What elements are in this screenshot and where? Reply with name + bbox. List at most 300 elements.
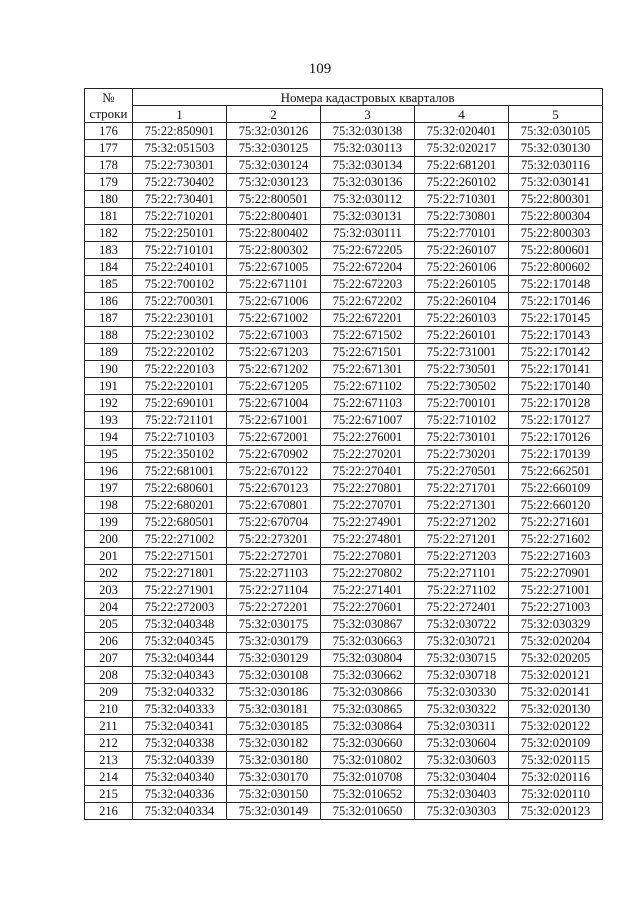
table-row: [85, 701, 603, 718]
cadastral-number-cell: 75:22:671502: [321, 327, 415, 344]
cadastral-number-cell: 75:22:271002: [133, 531, 227, 548]
table-row: [85, 497, 603, 514]
row-number-cell: 180: [85, 191, 133, 208]
cadastral-number-cell: 75:32:020115: [509, 752, 603, 769]
cadastral-number-cell: 75:22:730301: [133, 157, 227, 174]
cadastral-number-cell: 75:22:730402: [133, 174, 227, 191]
cadastral-number-cell: 75:22:710201: [133, 208, 227, 225]
column-number-header: 5: [509, 106, 603, 123]
cadastral-number-cell: 75:22:710101: [133, 242, 227, 259]
cadastral-number-cell: 75:22:730501: [415, 361, 509, 378]
column-number-header: 3: [321, 106, 415, 123]
cadastral-number-cell: 75:32:020217: [415, 140, 509, 157]
column-number-header: 2: [227, 106, 321, 123]
table-row: [85, 395, 603, 412]
cadastral-number-cell: 75:22:170141: [509, 361, 603, 378]
table-row: [85, 378, 603, 395]
cadastral-number-cell: 75:32:030804: [321, 650, 415, 667]
row-number-cell: 195: [85, 446, 133, 463]
cadastral-number-cell: 75:22:230102: [133, 327, 227, 344]
cadastral-number-cell: 75:22:271101: [415, 565, 509, 582]
row-number-cell: 208: [85, 667, 133, 684]
cadastral-number-cell: 75:22:220102: [133, 344, 227, 361]
table-row: [85, 208, 603, 225]
cadastral-number-cell: 75:32:051503: [133, 140, 227, 157]
cadastral-number-cell: 75:22:170140: [509, 378, 603, 395]
table-row: [85, 276, 603, 293]
cadastral-number-cell: 75:22:271501: [133, 548, 227, 565]
cadastral-number-cell: 75:32:020121: [509, 667, 603, 684]
row-number-cell: 192: [85, 395, 133, 412]
cadastral-number-cell: 75:32:030311: [415, 718, 509, 735]
cadastral-number-cell: 75:32:030865: [321, 701, 415, 718]
row-number-cell: 215: [85, 786, 133, 803]
cadastral-number-cell: 75:32:020401: [415, 123, 509, 140]
table-row: [85, 684, 603, 701]
cadastral-number-cell: 75:32:030126: [227, 123, 321, 140]
cadastral-number-cell: 75:22:271601: [509, 514, 603, 531]
cadastral-number-cell: 75:22:170143: [509, 327, 603, 344]
table-row: [85, 429, 603, 446]
cadastral-number-cell: 75:32:030718: [415, 667, 509, 684]
cadastral-number-cell: 75:22:660120: [509, 497, 603, 514]
cadastral-number-cell: 75:22:662501: [509, 463, 603, 480]
cadastral-number-cell: 75:32:030149: [227, 803, 321, 820]
table-row: [85, 344, 603, 361]
table-row: [85, 718, 603, 735]
cadastral-number-cell: 75:22:271901: [133, 582, 227, 599]
cadastral-number-cell: 75:22:721101: [133, 412, 227, 429]
table-row: [85, 293, 603, 310]
cadastral-number-cell: 75:32:030108: [227, 667, 321, 684]
cadastral-number-cell: 75:22:700101: [415, 395, 509, 412]
cadastral-number-cell: 75:32:020109: [509, 735, 603, 752]
cadastral-number-cell: 75:22:671004: [227, 395, 321, 412]
cadastral-number-cell: 75:22:240101: [133, 259, 227, 276]
cadastral-number-cell: 75:32:030138: [321, 123, 415, 140]
cadastral-number-cell: 75:32:030322: [415, 701, 509, 718]
cadastral-number-cell: 75:22:270802: [321, 565, 415, 582]
cadastral-number-cell: 75:22:671501: [321, 344, 415, 361]
cadastral-number-cell: 75:32:030722: [415, 616, 509, 633]
cadastral-number-cell: 75:22:800302: [227, 242, 321, 259]
cadastral-number-cell: 75:32:040339: [133, 752, 227, 769]
cadastral-number-cell: 75:22:271102: [415, 582, 509, 599]
row-number-cell: 191: [85, 378, 133, 395]
row-number-cell: 205: [85, 616, 133, 633]
cadastral-number-cell: 75:32:030181: [227, 701, 321, 718]
cadastral-number-cell: 75:32:020130: [509, 701, 603, 718]
row-number-cell: 206: [85, 633, 133, 650]
cadastral-number-cell: 75:32:040338: [133, 735, 227, 752]
cadastral-number-cell: 75:32:030131: [321, 208, 415, 225]
row-number-cell: 181: [85, 208, 133, 225]
table-row: [85, 752, 603, 769]
cadastral-number-cell: 75:32:040341: [133, 718, 227, 735]
cadastral-number-cell: 75:22:680501: [133, 514, 227, 531]
table-column-number-row: [85, 106, 603, 123]
row-number-cell: 186: [85, 293, 133, 310]
cadastral-quarters-table: [84, 88, 603, 820]
cadastral-number-cell: 75:22:672201: [321, 310, 415, 327]
cadastral-number-cell: 75:22:270801: [321, 548, 415, 565]
cadastral-number-cell: 75:22:672205: [321, 242, 415, 259]
row-number-cell: 185: [85, 276, 133, 293]
cadastral-number-cell: 75:32:030134: [321, 157, 415, 174]
cadastral-number-cell: 75:22:260104: [415, 293, 509, 310]
cadastral-number-cell: 75:32:020122: [509, 718, 603, 735]
cadastral-number-cell: 75:22:270601: [321, 599, 415, 616]
row-number-header-top: №: [85, 89, 133, 106]
row-number-cell: 204: [85, 599, 133, 616]
cadastral-number-cell: 75:22:672001: [227, 429, 321, 446]
row-number-cell: 201: [85, 548, 133, 565]
cadastral-number-cell: 75:32:030123: [227, 174, 321, 191]
cadastral-number-cell: 75:32:020205: [509, 650, 603, 667]
cadastral-number-cell: 75:32:030721: [415, 633, 509, 650]
row-number-cell: 189: [85, 344, 133, 361]
cadastral-number-cell: 75:32:030150: [227, 786, 321, 803]
cadastral-number-cell: 75:22:800501: [227, 191, 321, 208]
cadastral-number-cell: 75:22:271602: [509, 531, 603, 548]
table-row: [85, 157, 603, 174]
table-row: [85, 565, 603, 582]
cadastral-number-cell: 75:22:170146: [509, 293, 603, 310]
cadastral-number-cell: 75:32:030403: [415, 786, 509, 803]
cadastral-number-cell: 75:22:170145: [509, 310, 603, 327]
cadastral-number-cell: 75:32:030663: [321, 633, 415, 650]
cadastral-number-cell: 75:22:671005: [227, 259, 321, 276]
cadastral-number-cell: 75:22:671003: [227, 327, 321, 344]
table-row: [85, 480, 603, 497]
cadastral-number-cell: 75:22:170128: [509, 395, 603, 412]
cadastral-number-cell: 75:32:030111: [321, 225, 415, 242]
cadastral-number-cell: 75:22:271203: [415, 548, 509, 565]
row-number-cell: 210: [85, 701, 133, 718]
cadastral-number-cell: 75:22:170148: [509, 276, 603, 293]
table-row: [85, 242, 603, 259]
cadastral-number-cell: 75:22:730201: [415, 446, 509, 463]
cadastral-number-cell: 75:22:660109: [509, 480, 603, 497]
cadastral-number-cell: 75:22:170139: [509, 446, 603, 463]
column-number-header: 4: [415, 106, 509, 123]
cadastral-number-cell: 75:22:671006: [227, 293, 321, 310]
cadastral-number-cell: 75:32:030141: [509, 174, 603, 191]
table-row: [85, 140, 603, 157]
table-row: [85, 310, 603, 327]
cadastral-number-cell: 75:32:030179: [227, 633, 321, 650]
cadastral-number-cell: 75:32:030175: [227, 616, 321, 633]
cadastral-number-cell: 75:22:680201: [133, 497, 227, 514]
row-number-cell: 193: [85, 412, 133, 429]
table-row: [85, 786, 603, 803]
cadastral-number-cell: 75:32:030186: [227, 684, 321, 701]
cadastral-number-cell: 75:32:040332: [133, 684, 227, 701]
cadastral-number-cell: 75:22:800301: [509, 191, 603, 208]
cadastral-number-cell: 75:32:030660: [321, 735, 415, 752]
cadastral-number-cell: 75:22:274901: [321, 514, 415, 531]
cadastral-number-cell: 75:22:271201: [415, 531, 509, 548]
cadastral-number-cell: 75:22:274801: [321, 531, 415, 548]
cadastral-number-cell: 75:32:030329: [509, 616, 603, 633]
table-row: [85, 548, 603, 565]
table-row: [85, 531, 603, 548]
cadastral-number-cell: 75:22:273201: [227, 531, 321, 548]
cadastral-number-cell: 75:32:030303: [415, 803, 509, 820]
cadastral-number-cell: 75:22:271001: [509, 582, 603, 599]
table-row: [85, 514, 603, 531]
cadastral-number-cell: 75:22:170127: [509, 412, 603, 429]
row-number-cell: 200: [85, 531, 133, 548]
cadastral-number-cell: 75:22:250101: [133, 225, 227, 242]
table-row: [85, 191, 603, 208]
cadastral-number-cell: 75:32:030129: [227, 650, 321, 667]
row-number-cell: 177: [85, 140, 133, 157]
table-row: [85, 361, 603, 378]
cadastral-number-cell: 75:32:030136: [321, 174, 415, 191]
cadastral-number-cell: 75:22:260101: [415, 327, 509, 344]
cadastral-number-cell: 75:22:710301: [415, 191, 509, 208]
cadastral-number-cell: 75:22:272201: [227, 599, 321, 616]
row-number-cell: 176: [85, 123, 133, 140]
cadastral-number-cell: 75:32:020123: [509, 803, 603, 820]
row-number-cell: 199: [85, 514, 133, 531]
cadastral-number-cell: 75:22:730502: [415, 378, 509, 395]
cadastral-number-cell: 75:32:030125: [227, 140, 321, 157]
cadastral-number-cell: 75:32:040333: [133, 701, 227, 718]
cadastral-number-cell: 75:22:670704: [227, 514, 321, 531]
cadastral-number-cell: 75:22:710102: [415, 412, 509, 429]
cadastral-number-cell: 75:22:271103: [227, 565, 321, 582]
cadastral-number-cell: 75:22:800402: [227, 225, 321, 242]
cadastral-number-cell: 75:22:800602: [509, 259, 603, 276]
cadastral-number-cell: 75:22:230101: [133, 310, 227, 327]
cadastral-number-cell: 75:32:030113: [321, 140, 415, 157]
cadastral-number-cell: 75:32:040336: [133, 786, 227, 803]
cadastral-number-cell: 75:22:671101: [227, 276, 321, 293]
cadastral-number-cell: 75:22:272701: [227, 548, 321, 565]
table-row: [85, 803, 603, 820]
cadastral-number-cell: 75:32:030112: [321, 191, 415, 208]
cadastral-number-cell: 75:22:270801: [321, 480, 415, 497]
cadastral-number-cell: 75:22:671002: [227, 310, 321, 327]
cadastral-number-cell: 75:32:020116: [509, 769, 603, 786]
page-number: 109: [308, 61, 332, 77]
row-number-cell: 188: [85, 327, 133, 344]
row-number-cell: 209: [85, 684, 133, 701]
cadastral-number-cell: 75:22:276001: [321, 429, 415, 446]
cadastral-number-cell: 75:22:271003: [509, 599, 603, 616]
cadastral-number-cell: 75:32:030185: [227, 718, 321, 735]
cadastral-number-cell: 75:32:020110: [509, 786, 603, 803]
table-row: [85, 259, 603, 276]
table-row: [85, 463, 603, 480]
cadastral-number-cell: 75:22:670801: [227, 497, 321, 514]
cadastral-number-cell: 75:22:672203: [321, 276, 415, 293]
cadastral-number-cell: 75:32:010802: [321, 752, 415, 769]
row-number-cell: 182: [85, 225, 133, 242]
table-body: [85, 123, 603, 820]
row-number-cell: 202: [85, 565, 133, 582]
table-row: [85, 446, 603, 463]
cadastral-number-cell: 75:32:030180: [227, 752, 321, 769]
cadastral-number-cell: 75:22:681201: [415, 157, 509, 174]
cadastral-number-cell: 75:22:270901: [509, 565, 603, 582]
row-number-cell: 203: [85, 582, 133, 599]
cadastral-number-cell: 75:22:850901: [133, 123, 227, 140]
cadastral-number-cell: 75:22:350102: [133, 446, 227, 463]
cadastral-number-cell: 75:22:270501: [415, 463, 509, 480]
row-number-cell: 190: [85, 361, 133, 378]
cadastral-number-cell: 75:22:700301: [133, 293, 227, 310]
cadastral-number-cell: 75:22:270701: [321, 497, 415, 514]
row-number-cell: 212: [85, 735, 133, 752]
row-number-cell: 179: [85, 174, 133, 191]
cadastral-number-cell: 75:22:260106: [415, 259, 509, 276]
cadastral-number-cell: 75:22:170142: [509, 344, 603, 361]
row-number-cell: 197: [85, 480, 133, 497]
cadastral-number-cell: 75:32:020204: [509, 633, 603, 650]
row-number-cell: 207: [85, 650, 133, 667]
row-number-cell: 187: [85, 310, 133, 327]
cadastral-number-cell: 75:22:671102: [321, 378, 415, 395]
cadastral-number-cell: 75:22:220101: [133, 378, 227, 395]
cadastral-quarters-header: Номера кадастровых кварталов: [133, 89, 603, 106]
cadastral-number-cell: 75:22:671103: [321, 395, 415, 412]
row-number-cell: 194: [85, 429, 133, 446]
table-row: [85, 412, 603, 429]
row-number-header-bottom: строки: [85, 106, 133, 123]
cadastral-number-cell: 75:22:671203: [227, 344, 321, 361]
cadastral-number-cell: 75:32:030116: [509, 157, 603, 174]
row-number-cell: 214: [85, 769, 133, 786]
row-number-cell: 216: [85, 803, 133, 820]
table-row: [85, 667, 603, 684]
table-row: [85, 633, 603, 650]
cadastral-number-cell: 75:22:260103: [415, 310, 509, 327]
cadastral-number-cell: 75:22:271401: [321, 582, 415, 599]
cadastral-number-cell: 75:22:672202: [321, 293, 415, 310]
cadastral-number-cell: 75:22:670902: [227, 446, 321, 463]
cadastral-number-cell: 75:32:020141: [509, 684, 603, 701]
cadastral-number-cell: 75:22:672204: [321, 259, 415, 276]
cadastral-number-cell: 75:22:671202: [227, 361, 321, 378]
row-number-cell: 184: [85, 259, 133, 276]
cadastral-number-cell: 75:22:730401: [133, 191, 227, 208]
cadastral-number-cell: 75:32:040344: [133, 650, 227, 667]
cadastral-number-cell: 75:22:800401: [227, 208, 321, 225]
cadastral-number-cell: 75:32:030130: [509, 140, 603, 157]
cadastral-number-cell: 75:32:040345: [133, 633, 227, 650]
table-row: [85, 735, 603, 752]
cadastral-number-cell: 75:32:030170: [227, 769, 321, 786]
cadastral-number-cell: 75:22:730101: [415, 429, 509, 446]
cadastral-number-cell: 75:22:670123: [227, 480, 321, 497]
cadastral-number-cell: 75:22:271202: [415, 514, 509, 531]
cadastral-number-cell: 75:22:271801: [133, 565, 227, 582]
cadastral-number-cell: 75:32:030404: [415, 769, 509, 786]
row-number-cell: 213: [85, 752, 133, 769]
cadastral-number-cell: 75:32:040340: [133, 769, 227, 786]
cadastral-number-cell: 75:22:270201: [321, 446, 415, 463]
cadastral-number-cell: 75:32:030715: [415, 650, 509, 667]
cadastral-number-cell: 75:22:800601: [509, 242, 603, 259]
cadastral-number-cell: 75:22:681001: [133, 463, 227, 480]
table-row: [85, 616, 603, 633]
cadastral-number-cell: 75:22:800304: [509, 208, 603, 225]
cadastral-number-cell: 75:22:710103: [133, 429, 227, 446]
row-number-cell: 178: [85, 157, 133, 174]
cadastral-number-cell: 75:32:010652: [321, 786, 415, 803]
row-number-cell: 183: [85, 242, 133, 259]
cadastral-number-cell: 75:22:272401: [415, 599, 509, 616]
cadastral-number-cell: 75:22:260102: [415, 174, 509, 191]
cadastral-number-cell: 75:22:770101: [415, 225, 509, 242]
cadastral-number-cell: 75:32:040334: [133, 803, 227, 820]
cadastral-number-cell: 75:22:271301: [415, 497, 509, 514]
cadastral-number-cell: 75:32:030124: [227, 157, 321, 174]
cadastral-number-cell: 75:22:272003: [133, 599, 227, 616]
cadastral-number-cell: 75:22:671007: [321, 412, 415, 429]
cadastral-number-cell: 75:32:030182: [227, 735, 321, 752]
cadastral-number-cell: 75:22:680601: [133, 480, 227, 497]
cadastral-number-cell: 75:32:030864: [321, 718, 415, 735]
cadastral-number-cell: 75:32:030867: [321, 616, 415, 633]
cadastral-number-cell: 75:22:671205: [227, 378, 321, 395]
cadastral-number-cell: 75:32:030603: [415, 752, 509, 769]
cadastral-number-cell: 75:22:271104: [227, 582, 321, 599]
table-row: [85, 225, 603, 242]
cadastral-number-cell: 75:32:030330: [415, 684, 509, 701]
table-row: [85, 650, 603, 667]
table-row: [85, 174, 603, 191]
cadastral-number-cell: 75:22:731001: [415, 344, 509, 361]
cadastral-number-cell: 75:22:260105: [415, 276, 509, 293]
cadastral-number-cell: 75:22:671001: [227, 412, 321, 429]
cadastral-number-cell: 75:32:040348: [133, 616, 227, 633]
table-row: [85, 599, 603, 616]
cadastral-number-cell: 75:22:670122: [227, 463, 321, 480]
cadastral-number-cell: 75:22:700102: [133, 276, 227, 293]
cadastral-number-cell: 75:22:671301: [321, 361, 415, 378]
table-row: [85, 123, 603, 140]
cadastral-number-cell: 75:22:170126: [509, 429, 603, 446]
column-number-header: 1: [133, 106, 227, 123]
row-number-cell: 211: [85, 718, 133, 735]
cadastral-number-cell: 75:32:030866: [321, 684, 415, 701]
cadastral-number-cell: 75:22:260107: [415, 242, 509, 259]
cadastral-number-cell: 75:22:271701: [415, 480, 509, 497]
cadastral-number-cell: 75:22:690101: [133, 395, 227, 412]
cadastral-number-cell: 75:32:040343: [133, 667, 227, 684]
table-row: [85, 582, 603, 599]
cadastral-number-cell: 75:22:800303: [509, 225, 603, 242]
cadastral-number-cell: 75:22:271603: [509, 548, 603, 565]
cadastral-number-cell: 75:32:030662: [321, 667, 415, 684]
cadastral-number-cell: 75:32:030604: [415, 735, 509, 752]
cadastral-number-cell: 75:32:010650: [321, 803, 415, 820]
table-row: [85, 327, 603, 344]
cadastral-number-cell: 75:22:730801: [415, 208, 509, 225]
cadastral-number-cell: 75:22:220103: [133, 361, 227, 378]
row-number-cell: 198: [85, 497, 133, 514]
table-row: [85, 769, 603, 786]
cadastral-number-cell: 75:32:030105: [509, 123, 603, 140]
cadastral-number-cell: 75:22:270401: [321, 463, 415, 480]
table-header-row: [85, 89, 603, 106]
cadastral-number-cell: 75:32:010708: [321, 769, 415, 786]
row-number-cell: 196: [85, 463, 133, 480]
